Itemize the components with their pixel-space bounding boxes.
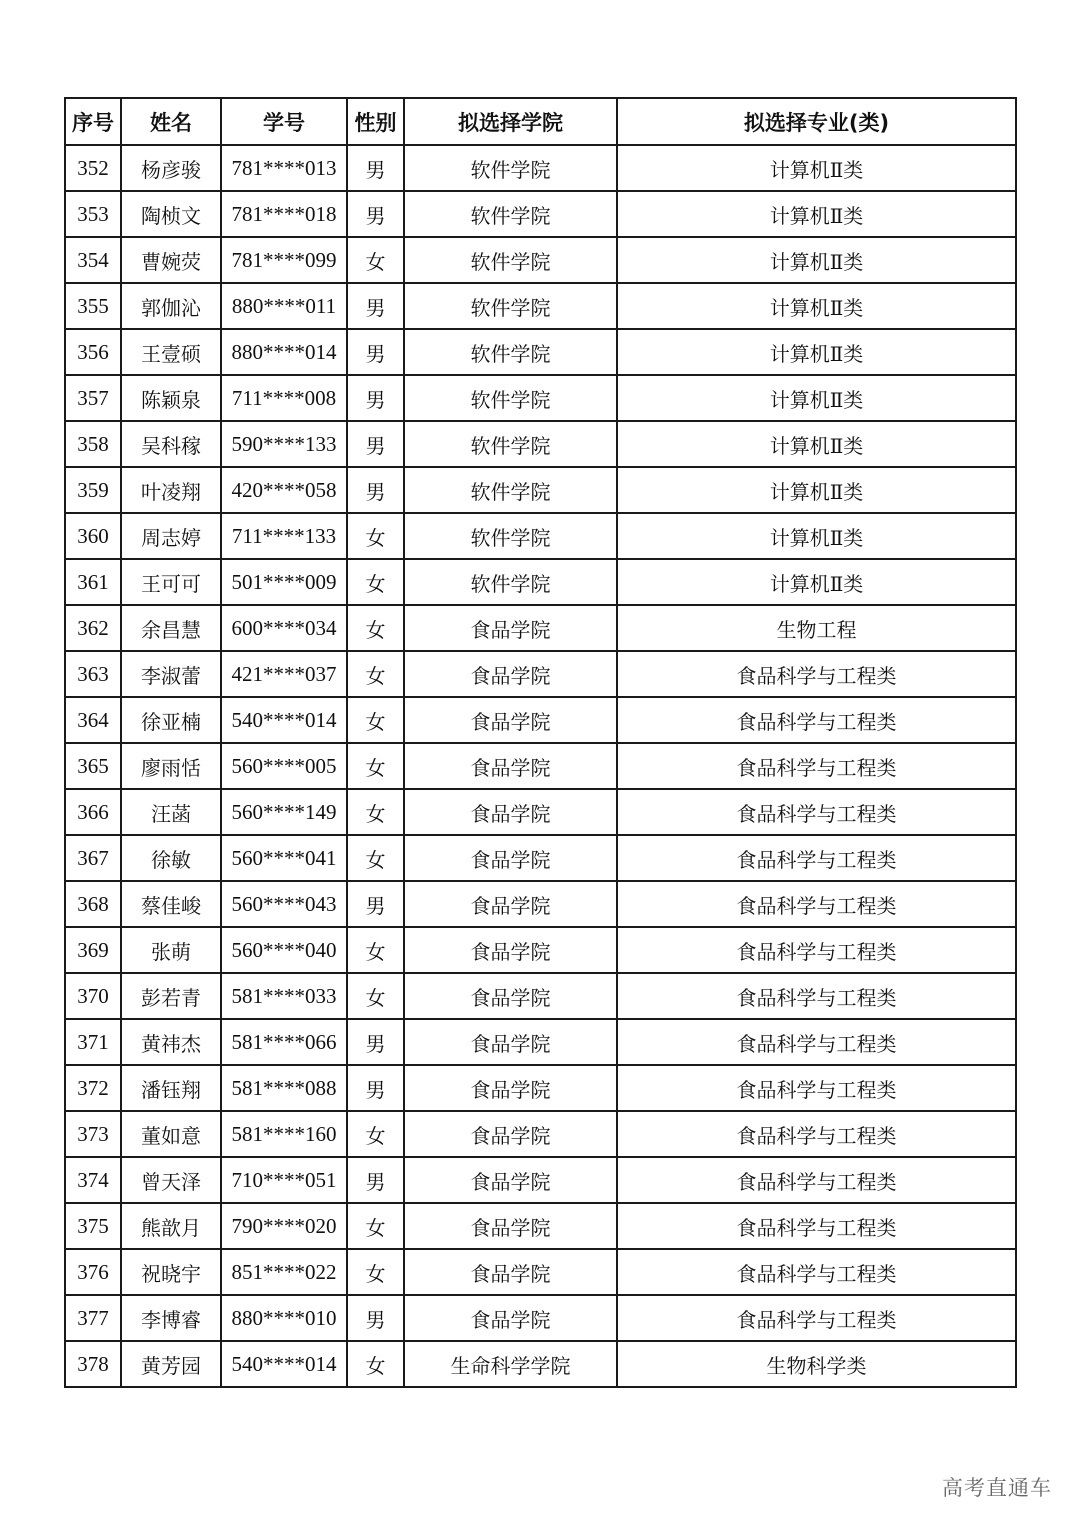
table-row	[65, 375, 1016, 421]
gender-cell: 女	[347, 835, 404, 881]
table-row	[65, 1295, 1016, 1341]
seq-cell: 368	[65, 881, 121, 927]
student-id-cell: 880****014	[221, 329, 347, 375]
seq-cell: 355	[65, 283, 121, 329]
seq-cell: 371	[65, 1019, 121, 1065]
gender-cell: 女	[347, 789, 404, 835]
name-cell: 蔡佳峻	[121, 881, 221, 927]
table-row	[65, 237, 1016, 283]
seq-cell: 373	[65, 1111, 121, 1157]
major-cell: 生物科学类	[617, 1341, 1016, 1387]
student-id-cell: 880****010	[221, 1295, 347, 1341]
seq-cell: 357	[65, 375, 121, 421]
college-cell: 软件学院	[404, 283, 617, 329]
seq-cell: 372	[65, 1065, 121, 1111]
name-cell: 李淑蕾	[121, 651, 221, 697]
roster-table	[64, 97, 1017, 1388]
gender-cell: 男	[347, 1157, 404, 1203]
seq-cell: 354	[65, 237, 121, 283]
gender-cell: 男	[347, 375, 404, 421]
name-cell: 周志婷	[121, 513, 221, 559]
seq-cell: 359	[65, 467, 121, 513]
seq-cell: 376	[65, 1249, 121, 1295]
name-cell: 董如意	[121, 1111, 221, 1157]
college-cell: 软件学院	[404, 145, 617, 191]
name-cell: 吴科稼	[121, 421, 221, 467]
gender-cell: 女	[347, 237, 404, 283]
college-cell: 软件学院	[404, 421, 617, 467]
major-cell: 计算机Ⅱ类	[617, 513, 1016, 559]
header-major: 拟选择专业(类)	[617, 98, 1016, 145]
student-id-cell: 420****058	[221, 467, 347, 513]
name-cell: 郭伽沁	[121, 283, 221, 329]
gender-cell: 男	[347, 881, 404, 927]
student-id-cell: 560****041	[221, 835, 347, 881]
table-row	[65, 283, 1016, 329]
table-row	[65, 1019, 1016, 1065]
student-id-cell: 590****133	[221, 421, 347, 467]
student-id-cell: 781****018	[221, 191, 347, 237]
student-id-cell: 851****022	[221, 1249, 347, 1295]
seq-cell: 358	[65, 421, 121, 467]
seq-cell: 377	[65, 1295, 121, 1341]
name-cell: 叶凌翔	[121, 467, 221, 513]
major-cell: 计算机Ⅱ类	[617, 375, 1016, 421]
table-row	[65, 1111, 1016, 1157]
college-cell: 食品学院	[404, 835, 617, 881]
student-id-cell: 560****043	[221, 881, 347, 927]
gender-cell: 女	[347, 651, 404, 697]
gender-cell: 男	[347, 1019, 404, 1065]
name-cell: 汪菡	[121, 789, 221, 835]
college-cell: 食品学院	[404, 789, 617, 835]
seq-cell: 362	[65, 605, 121, 651]
major-cell: 食品科学与工程类	[617, 1065, 1016, 1111]
major-cell: 食品科学与工程类	[617, 1295, 1016, 1341]
major-cell: 食品科学与工程类	[617, 1157, 1016, 1203]
seq-cell: 374	[65, 1157, 121, 1203]
college-cell: 食品学院	[404, 1295, 617, 1341]
seq-cell: 365	[65, 743, 121, 789]
college-cell: 生命科学学院	[404, 1341, 617, 1387]
name-cell: 曹婉荧	[121, 237, 221, 283]
table-row	[65, 329, 1016, 375]
student-id-cell: 540****014	[221, 1341, 347, 1387]
table-row	[65, 743, 1016, 789]
table-row	[65, 467, 1016, 513]
college-cell: 软件学院	[404, 191, 617, 237]
major-cell: 食品科学与工程类	[617, 743, 1016, 789]
name-cell: 杨彦骏	[121, 145, 221, 191]
name-cell: 王可可	[121, 559, 221, 605]
major-cell: 食品科学与工程类	[617, 789, 1016, 835]
major-cell: 食品科学与工程类	[617, 973, 1016, 1019]
gender-cell: 女	[347, 559, 404, 605]
student-id-cell: 581****088	[221, 1065, 347, 1111]
seq-cell: 352	[65, 145, 121, 191]
seq-cell: 353	[65, 191, 121, 237]
student-id-cell: 781****013	[221, 145, 347, 191]
seq-cell: 364	[65, 697, 121, 743]
major-cell: 计算机Ⅱ类	[617, 237, 1016, 283]
name-cell: 黄祎杰	[121, 1019, 221, 1065]
college-cell: 软件学院	[404, 237, 617, 283]
major-cell: 计算机Ⅱ类	[617, 191, 1016, 237]
college-cell: 食品学院	[404, 743, 617, 789]
college-cell: 食品学院	[404, 1065, 617, 1111]
name-cell: 徐亚楠	[121, 697, 221, 743]
name-cell: 王壹硕	[121, 329, 221, 375]
table-row	[65, 651, 1016, 697]
seq-cell: 367	[65, 835, 121, 881]
name-cell: 陈颖泉	[121, 375, 221, 421]
gender-cell: 女	[347, 605, 404, 651]
college-cell: 食品学院	[404, 1203, 617, 1249]
major-cell: 食品科学与工程类	[617, 651, 1016, 697]
college-cell: 软件学院	[404, 375, 617, 421]
major-cell: 食品科学与工程类	[617, 1203, 1016, 1249]
name-cell: 彭若青	[121, 973, 221, 1019]
table-row	[65, 1157, 1016, 1203]
gender-cell: 女	[347, 743, 404, 789]
seq-cell: 361	[65, 559, 121, 605]
table-row	[65, 191, 1016, 237]
header-student-id: 学号	[221, 98, 347, 145]
table-row	[65, 973, 1016, 1019]
student-id-cell: 560****040	[221, 927, 347, 973]
gender-cell: 女	[347, 1203, 404, 1249]
table-row	[65, 697, 1016, 743]
table-header	[65, 98, 1016, 145]
name-cell: 黄芳园	[121, 1341, 221, 1387]
name-cell: 陶桢文	[121, 191, 221, 237]
table-row	[65, 881, 1016, 927]
gender-cell: 男	[347, 329, 404, 375]
student-id-cell: 790****020	[221, 1203, 347, 1249]
seq-cell: 366	[65, 789, 121, 835]
college-cell: 食品学院	[404, 1019, 617, 1065]
seq-cell: 360	[65, 513, 121, 559]
college-cell: 食品学院	[404, 605, 617, 651]
major-cell: 食品科学与工程类	[617, 697, 1016, 743]
major-cell: 计算机Ⅱ类	[617, 145, 1016, 191]
seq-cell: 375	[65, 1203, 121, 1249]
table-row	[65, 1341, 1016, 1387]
college-cell: 食品学院	[404, 651, 617, 697]
table-row	[65, 421, 1016, 467]
name-cell: 熊歆月	[121, 1203, 221, 1249]
major-cell: 计算机Ⅱ类	[617, 559, 1016, 605]
major-cell: 食品科学与工程类	[617, 881, 1016, 927]
student-id-cell: 710****051	[221, 1157, 347, 1203]
major-cell: 食品科学与工程类	[617, 927, 1016, 973]
college-cell: 软件学院	[404, 467, 617, 513]
student-id-cell: 581****066	[221, 1019, 347, 1065]
student-id-cell: 581****033	[221, 973, 347, 1019]
gender-cell: 女	[347, 1111, 404, 1157]
student-id-cell: 501****009	[221, 559, 347, 605]
table-row	[65, 513, 1016, 559]
student-id-cell: 600****034	[221, 605, 347, 651]
gender-cell: 女	[347, 927, 404, 973]
table-row	[65, 927, 1016, 973]
college-cell: 食品学院	[404, 927, 617, 973]
major-cell: 食品科学与工程类	[617, 1111, 1016, 1157]
gender-cell: 女	[347, 973, 404, 1019]
header-college: 拟选择学院	[404, 98, 617, 145]
table-row	[65, 605, 1016, 651]
student-id-cell: 711****133	[221, 513, 347, 559]
name-cell: 张萌	[121, 927, 221, 973]
header-seq: 序号	[65, 98, 121, 145]
major-cell: 计算机Ⅱ类	[617, 329, 1016, 375]
college-cell: 食品学院	[404, 881, 617, 927]
college-cell: 软件学院	[404, 329, 617, 375]
table-row	[65, 1203, 1016, 1249]
table-row	[65, 145, 1016, 191]
major-cell: 计算机Ⅱ类	[617, 467, 1016, 513]
table-row	[65, 559, 1016, 605]
name-cell: 余昌慧	[121, 605, 221, 651]
college-cell: 食品学院	[404, 697, 617, 743]
name-cell: 李博睿	[121, 1295, 221, 1341]
seq-cell: 378	[65, 1341, 121, 1387]
college-cell: 软件学院	[404, 513, 617, 559]
gender-cell: 女	[347, 1341, 404, 1387]
table-row	[65, 1249, 1016, 1295]
college-cell: 食品学院	[404, 1157, 617, 1203]
gender-cell: 女	[347, 1249, 404, 1295]
college-cell: 食品学院	[404, 1111, 617, 1157]
college-cell: 软件学院	[404, 559, 617, 605]
student-id-cell: 421****037	[221, 651, 347, 697]
college-cell: 食品学院	[404, 973, 617, 1019]
header-name: 姓名	[121, 98, 221, 145]
gender-cell: 女	[347, 513, 404, 559]
major-cell: 食品科学与工程类	[617, 1249, 1016, 1295]
student-id-cell: 711****008	[221, 375, 347, 421]
seq-cell: 363	[65, 651, 121, 697]
student-id-cell: 581****160	[221, 1111, 347, 1157]
major-cell: 生物工程	[617, 605, 1016, 651]
table-row	[65, 835, 1016, 881]
gender-cell: 男	[347, 421, 404, 467]
header-row	[65, 98, 1016, 145]
gender-cell: 男	[347, 191, 404, 237]
major-cell: 计算机Ⅱ类	[617, 421, 1016, 467]
watermark-text: 高考直通车	[942, 1476, 1052, 1500]
table-row	[65, 1065, 1016, 1111]
name-cell: 廖雨恬	[121, 743, 221, 789]
student-id-cell: 540****014	[221, 697, 347, 743]
gender-cell: 男	[347, 467, 404, 513]
student-id-cell: 560****005	[221, 743, 347, 789]
gender-cell: 男	[347, 283, 404, 329]
name-cell: 潘钰翔	[121, 1065, 221, 1111]
header-gender: 性别	[347, 98, 404, 145]
major-cell: 计算机Ⅱ类	[617, 283, 1016, 329]
seq-cell: 356	[65, 329, 121, 375]
student-id-cell: 880****011	[221, 283, 347, 329]
table-row	[65, 789, 1016, 835]
student-id-cell: 560****149	[221, 789, 347, 835]
gender-cell: 女	[347, 697, 404, 743]
name-cell: 祝晓宇	[121, 1249, 221, 1295]
major-cell: 食品科学与工程类	[617, 835, 1016, 881]
student-id-cell: 781****099	[221, 237, 347, 283]
gender-cell: 男	[347, 1295, 404, 1341]
major-cell: 食品科学与工程类	[617, 1019, 1016, 1065]
seq-cell: 369	[65, 927, 121, 973]
name-cell: 曾天泽	[121, 1157, 221, 1203]
gender-cell: 男	[347, 145, 404, 191]
table-body	[65, 145, 1016, 1387]
college-cell: 食品学院	[404, 1249, 617, 1295]
seq-cell: 370	[65, 973, 121, 1019]
name-cell: 徐敏	[121, 835, 221, 881]
gender-cell: 男	[347, 1065, 404, 1111]
